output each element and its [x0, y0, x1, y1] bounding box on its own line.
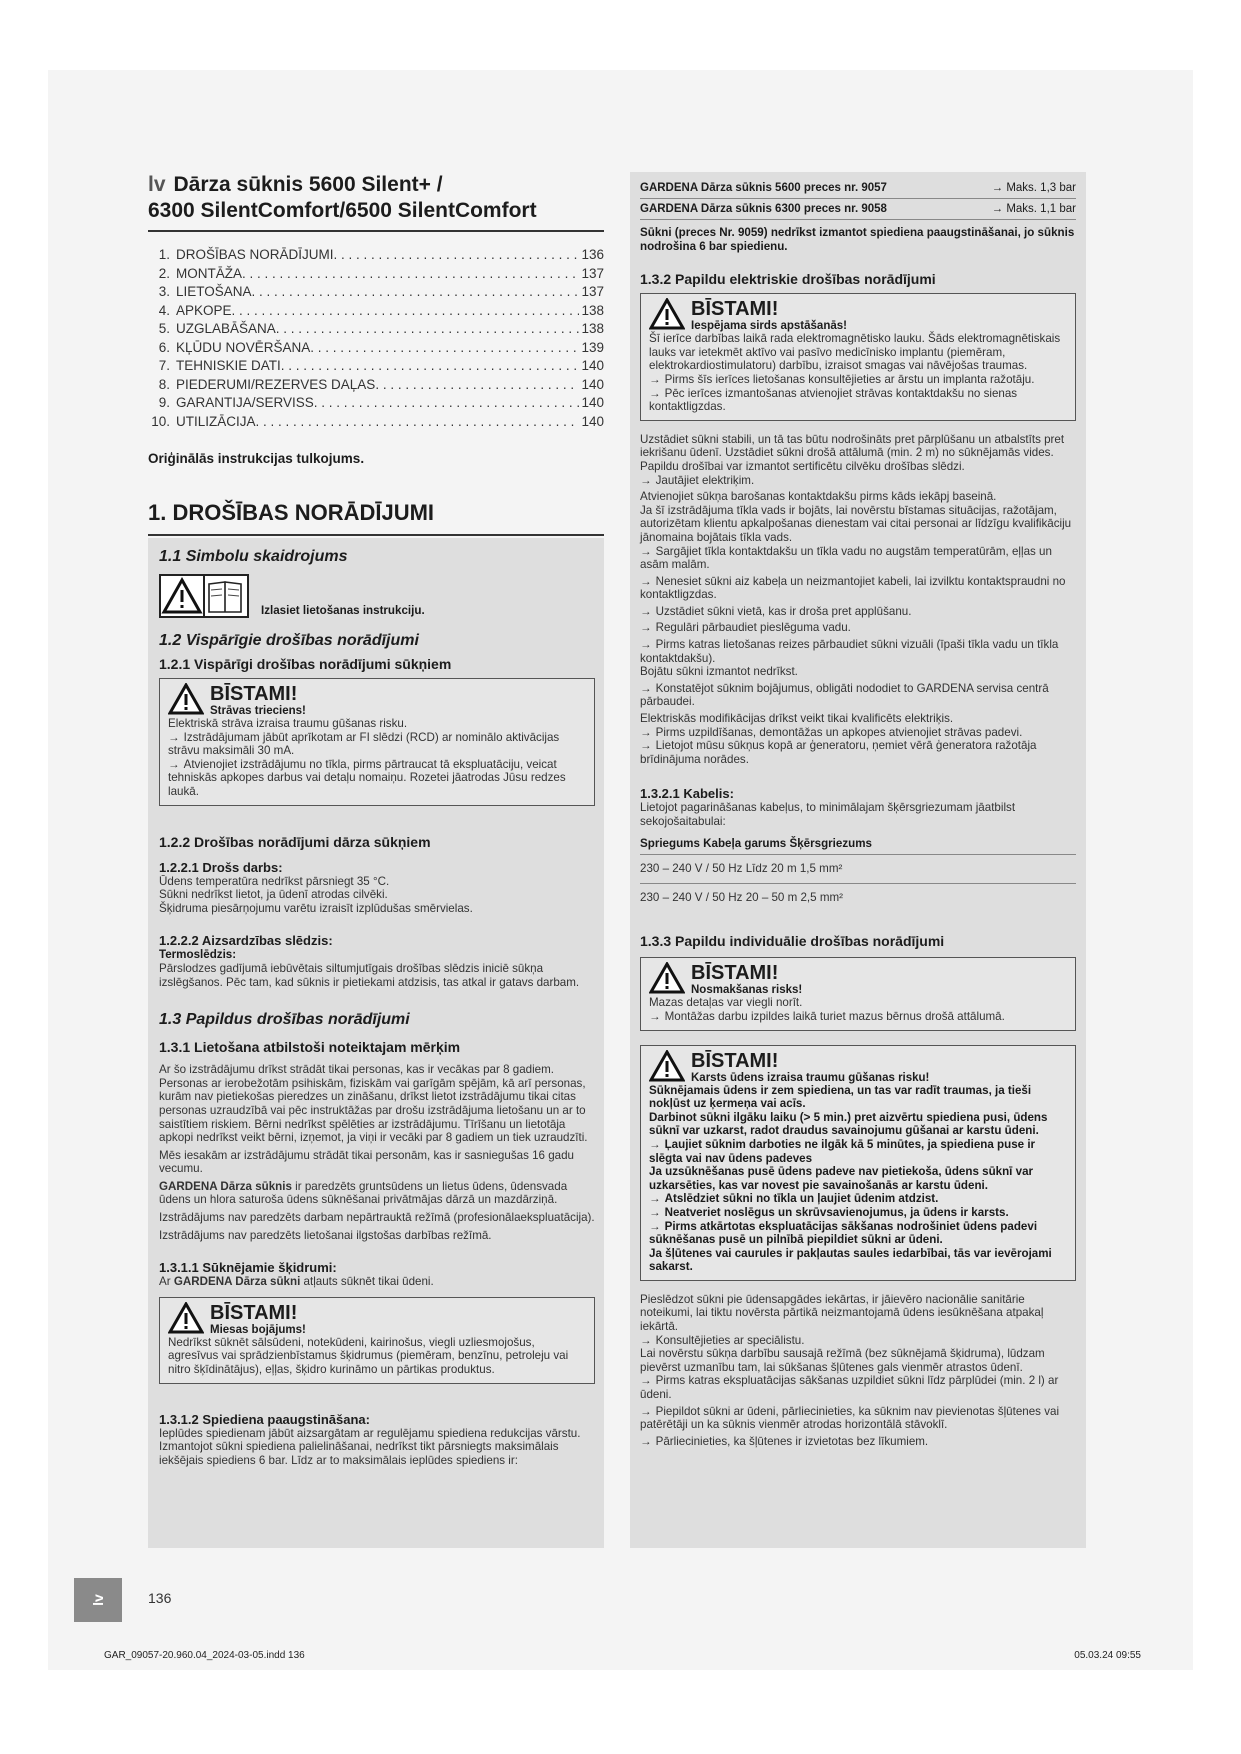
subsection-heading: 1.2.2 Drošības norādījumi dārza sūkņiem — [159, 833, 431, 850]
danger-title: BĪSTAMI! — [210, 1301, 298, 1324]
warning-icon — [168, 1302, 204, 1334]
language-side-tab: lv — [74, 1578, 122, 1622]
danger-title: BĪSTAMI! — [691, 1049, 779, 1072]
left-panel-content: 1.1 Simbolu skaidrojums Izlasiet lietošanas instrukciju. 1.2 Vispārīgie drošības norādījumi 1.2.1 Vispārīgi drošības norādījumi sūkņiem BĪSTAMI! Strāvas trieciens! Elektriskā strāva izraisa traumu gūšanas risku. → Izstrādājumam jābūt aprīkotam ar FI slēdzi (RCD) ar nominālo aktivācijas strāvu maksimāli 30 mA. → Atvienojiet izstrādājumu no tīkla, pirms pārtraucat tā ekspluatāciju, veicat tehniskās apkopes darbus vai detaļu nomaiņu. Rozetei jāatrodas Jūsu redzes laukā. 1.2.2 Drošības norādījumi dārza sūkņiem 1.2.2.1 Drošs darbs: Ūdens temperatūra nedrīkst pārsniegt 35 °C. Sūkni nedrīkst lietot, ja ūdenī atrodas cilvēki. Šķidruma piesārņojumu varētu izraisīt izplūdušas smērvielas. 1.2.2.2 Aizsardzības slēdzis: Termoslēdzis: Pārslodzes gadījumā iebūvētais siltumjutīgais drošības slēdzis iniciē sūkņa izslēgšanos. Pēc tam, kad sūknis ir pietiekami atdzisis, tas atkal ir gatavs darbam. 1.3 Papildus drošības norādījumi 1.3.1 Lietošana atbilstoši noteiktajam mērķim Ar šo izstrādājumu drīkst strādāt tikai personas, kas ir vecākas par 8 gadiem. Personas ar ierobežotām psihiskām, fiziskām vai garīgām spējām, kā arī personas, kurām nav pietiekošas pieredzes un zināšanu, drīkst lietot izstrādājumu tikai citas personas uzraudzībā vai pēc instruktāžas par drošu izstrādājuma lietošanu un ar to saistītiem riskiem. Bērni nedrīkst spēlēties ar izstrādājumu. Tīrīšanu un lietotāja apkopi nedrīkst veikt bērni, izņemot, ja viņi ir vecāki par 8 gadiem un tiek uzraudzīti. Mēs iesakām ar izstrādājumu strādāt tikai personām, kas ir sasniegušas 16 gadu vecumu. GARDENA Dārza sūknis ir paredzēts gruntsūdens un lietus ūdens, ūdensvada ūdens un hlora saturoša ūdens sūknēšanai privātmājas dārzā un mazdārziņā. Izstrādājums nav paredzēts darbam nepārtrauktā režīmā (profesionālaekspluatācija). Izstrādājums nav paredzēts lietošanai ilgstošas darbības režīmā. 1.3.1.1 Sūknējamie šķidrumi: Ar GARDENA Dārza sūkni atļauts sūknēt tikai ūdeni. BĪSTAMI! Miesas bojājums! Nedrīkst sūknēt sālsūdeni, notekūdeni, kairinošus, viegli uzliesmojošus, agresīvus vai sprādzienbīstamus šķidrumus (piemēram, benzīnu, petroleju vai nitro šķīdinātājus), eļļas, šķidro kurināmo un pārtikas produktus. 1.3.1.2 Spiediena paaugstināšana: Ieplūdes spiedienam jābūt aizsargātam ar regulējamu spiediena redukcijas vārstu. Izmantojot sūkni spiediena palielināšanai, nedrīkst tikt pārsniegts maksimālais iekšējais spiediens 6 bar. Līdz ar to maksimālais ieplūdes spiediens ir: — [159, 548, 595, 1467]
toc-item[interactable]: 2. MONTĀŽA . . . 137 — [148, 265, 604, 284]
toc-item[interactable]: 1. DROŠĪBAS NORĀDĪJUMI . . . 136 — [148, 246, 604, 265]
cable-table-row: 230 – 240 V / 50 Hz 20 – 50 m 2,5 mm² — [640, 890, 843, 904]
danger-subtitle: Miesas bojājums! — [210, 1323, 306, 1336]
original-note: Oriģinālās instrukcijas tulkojums. — [148, 451, 365, 466]
warning-icon — [649, 962, 685, 994]
subsection-heading: 1.3.1.1 Sūknējamie šķidrumi: — [159, 1260, 337, 1276]
spec-row: GARDENA Dārza sūknis 6300 preces nr. 9058 → Maks. 1,1 bar — [640, 199, 1076, 220]
subsection-heading: 1.2 Vispārīgie drošības norādījumi — [159, 632, 419, 649]
subsection-heading: 1.3 Papildus drošības norādījumi — [159, 1011, 410, 1029]
spec-row: GARDENA Dārza sūknis 5600 preces nr. 9057 → Maks. 1,3 bar — [640, 178, 1076, 199]
cable-table-header: Spriegums Kabeļa garums Šķērsgriezums — [640, 837, 1076, 856]
subsection-heading: 1.3.2.1 Kabelis: — [640, 786, 734, 802]
subsection-heading: 1.3.2 Papildu elektriskie drošības norādījumi — [640, 271, 936, 288]
danger-box: BĪSTAMI! Iespējama sirds apstāšanās! Šī ierīce darbības laikā rada elektromagnētisko lauku. Šāds elektromagnētiskais lauks var ietekmēt aktīvo vai pasīvo medicīnisko implantu (piemēram, elektrokardiostimulatoru) darbību, izraisot smagas vai nāvējošas traumas. → Pirms šīs ierīces lietošanas konsultējieties ar ārstu un implanta ražotāju. → Pēc ierīces izmantošanas atvienojiet strāvas kontaktdakšu no sienas kontaktligzdas. — [640, 293, 1076, 421]
toc-item[interactable]: 6. KĻŪDU NOVĒRŠANA . . . 139 — [148, 339, 604, 358]
toc-item[interactable]: 8. PIEDERUMI/REZERVES DAĻAS . . . 140 — [148, 376, 604, 395]
read-manual-icon — [159, 574, 249, 618]
warning-icon — [649, 298, 685, 330]
subsection-heading: 1.3.3 Papildu individuālie drošības norādījumi — [640, 933, 945, 950]
toc-item[interactable]: 9. GARANTIJA/SERVISS . . . 140 — [148, 394, 604, 413]
date-info: 05.03.24 09:55 — [1074, 1650, 1141, 1661]
page-number: 136 — [148, 1590, 172, 1606]
danger-box: BĪSTAMI! Karsts ūdens izraisa traumu gūšanas risku! Sūknējamais ūdens ir zem spiediena, un tas var radīt traumas, ja tieši nokļūst uz ķermeņa vai acīs. Darbinot sūkni ilgāku laiku (> 5 min.) pret aizvērtu spiediena pusi, ūdens sūknī var uzkarst, radot draudus savainojumu gūšanai ar karstu ūdeni. → Ļaujiet sūknim darboties ne ilgāk kā 5 minūtes, ja spiediena puse ir slēgta vai nav ūdens padeves Ja uzsūknēšanas pusē ūdens padeve nav pietiekoša, ūdens sūknī var uzkarsēties, kas var novest pie savainošanās ar karstu ūdeni. → Atslēdziet sūkni no tīkla un ļaujiet ūdenim atdzist. → Neatveriet noslēgus un skrūvsavienojumus, ja ūdens ir karsts. → Pirms atkārtotas ekspluatācijas sākšanas nodrošiniet ūdens padevi sūknēšanas pusē un pilnībā piepildiet sūkni ar ūdeni. Ja šļūtenes vai caurules ir pakļautas saules iedarbībai, tās var ievērojami sakarst. — [640, 1045, 1076, 1281]
danger-box: BĪSTAMI! Strāvas trieciens! Elektriskā strāva izraisa traumu gūšanas risku. → Izstrādājumam jābūt aprīkotam ar FI slēdzi (RCD) ar nominālo aktivācijas strāvu maksimāli 30 mA. → Atvienojiet izstrādājumu no tīkla, pirms pārtraucat tā ekspluatāciju, veicat tehniskās apkopes darbus vai detaļu nomaiņu. Rozetei jāatrodas Jūsu redzes laukā. — [159, 678, 595, 806]
danger-subtitle: Iespējama sirds apstāšanās! — [691, 320, 847, 333]
subsection-heading: 1.2.2.2 Aizsardzības slēdzis: — [159, 933, 333, 949]
warning-icon — [649, 1050, 685, 1082]
danger-subtitle: Nosmakšanas risks! — [691, 984, 803, 997]
danger-subtitle: Karsts ūdens izraisa traumu gūšanas risku! — [691, 1071, 930, 1084]
danger-title: BĪSTAMI! — [210, 683, 298, 705]
toc-item[interactable]: 4. APKOPE . . . 138 — [148, 302, 604, 321]
language-code: lv — [148, 173, 166, 196]
danger-title: BĪSTAMI! — [691, 962, 779, 985]
danger-box: BĪSTAMI! Nosmakšanas risks! Mazas detaļas var viegli norīt. → Montāžas darbu izpildes laikā turiet mazus bērnus drošā attālumā. — [640, 957, 1076, 1030]
page-title: lv Dārza sūknis 5600 Silent+ / 6300 SilentComfort/6500 SilentComfort — [148, 173, 537, 222]
section-heading: 1. DROŠĪBAS NORĀDĪJUMI — [148, 500, 435, 525]
toc-item[interactable]: 7. TEHNISKIE DATI . . . 140 — [148, 357, 604, 376]
danger-title: BĪSTAMI! — [691, 298, 779, 321]
file-info: GAR_09057-20.960.04_2024-03-05.indd 136 — [104, 1650, 305, 1661]
symbol-caption: Izlasiet lietošanas instrukciju. — [261, 604, 425, 618]
subsection-heading: 1.3.1 Lietošana atbilstoši noteiktajam mērķim — [159, 1039, 461, 1056]
cable-table-row: 230 – 240 V / 50 Hz Līdz 20 m 1,5 mm² — [640, 855, 1076, 884]
table-of-contents — [148, 246, 604, 431]
danger-subtitle: Strāvas trieciens! — [210, 705, 306, 717]
subsection-heading: 1.2.1 Vispārīgi drošības norādījumi sūkņiem — [159, 656, 452, 672]
toc-item[interactable]: 5. UZGLABĀŠANA . . . 138 — [148, 320, 604, 339]
right-panel-content: GARDENA Dārza sūknis 5600 preces nr. 9057 → Maks. 1,3 bar GARDENA Dārza sūknis 6300 preces nr. 9058 → Maks. 1,1 bar Sūkni (preces Nr. 9059) nedrīkst izmantot spiediena paaugstināšanai, jo sūknis nodrošina 6 bar spiedienu. 1.3.2 Papildu elektriskie drošības norādījumi BĪSTAMI! Iespējama sirds apstāšanās! Šī ierīce darbības laikā rada elektromagnētisko lauku. Šāds elektromagnētiskais lauks var ietekmēt aktīvo vai pasīvo medicīnisko implantu (piemēram, elektrokardiostimulatoru) darbību, izraisot smagas vai nāvējošas traumas. → Pirms šīs ierīces lietošanas konsultējieties ar ārstu un implanta ražotāju. → Pēc ierīces izmantošanas atvienojiet strāvas kontaktdakšu no sienas kontaktligzdas. Uzstādiet sūkni stabili, un tā tas būtu nodrošināts pret pārplūšanu un atbalstīts pret iekrišanu ūdenī. Uzstādiet sūkni drošā attālumā (min. 2 m) no sūknējamās vides. Papildu drošībai var izmantot sertificētu cilvēku drošības slēdzi. → Jautājiet elektriķim. Atvienojiet sūkņa barošanas kontaktdakšu pirms kāds iekāpj baseinā. Ja šī izstrādājuma tīkla vads ir bojāts, lai novērstu bīstamas situācijas, ražotājam, autorizētam klientu apkalpošanas dienestam vai citai personai ar līdzīgu kvalifikāciju jānomaina bojātais tīkla vads. → Sargājiet tīkla kontaktdakšu un tīkla vadu no augstām temperatūrām, eļļas un asām malām. → Nenesiet sūkni aiz kabeļa un neizmantojiet kabeli, lai izvilktu kontaktspraudni no kontaktligzdas. → Uzstādiet sūkni vietā, kas ir droša pret applūšanu. → Regulāri pārbaudiet pieslēguma vadu. → Pirms katras lietošanas reizes pārbaudiet sūkni vizuāli (īpaši tīkla vadu un tīkla kontaktdakšu). Bojātu sūkni izmantot nedrīkst. → Konstatējot sūknim bojājumus, obligāti nododiet to GARDENA servisa centrā pārbaudei. Elektriskās modifikācijas drīkst veikt tikai kvalificēts elektriķis. → Pirms uzpildīšanas, demontāžas un apkopes atvienojiet strāvas padevi. → Lietojot mūsu sūkņus kopā ar ģeneratoru, ņemiet vērā ģeneratora ražotāja brīdinājuma norādes. 1.3.2.1 Kabelis: Lietojot pagarināšanas kabeļus, to minimālajam šķērsgriezumam jāatbilst sekojošaitabulai: Spriegums Kabeļa garums Šķērsgriezums 230 – 240 V / 50 Hz Līdz 20 m 1,5 mm² 230 – 240 V / 50 Hz 20 – 50 m 2,5 mm² 1.3.3 Papildu individuālie drošības norādījumi BĪSTAMI! Nosmakšanas risks! Mazas detaļas var viegli norīt. → Montāžas darbu izpildes laikā turiet mazus bērnus drošā attālumā. BĪSTAMI! Karsts ūdens izraisa traumu gūšanas risku! Sūknējamais ūdens ir zem spiediena, un tas var radīt traumas, ja tieši nokļūst uz ķermeņa vai acīs. Darbinot sūkni ilgāku laiku (> 5 min.) pret aizvērtu spiediena pusi, ūdens sūknī var uzkarst, radot draudus savainojumu gūšanai ar karstu ūdeni. → Ļaujiet sūknim darboties ne ilgāk kā 5 minūtes, ja spiediena puse ir slēgta vai nav ūdens padeves Ja uzsūknēšanas pusē ūdens padeve nav pietiekoša, ūdens sūknī var uzkarsēties, kas var novest pie savainošanās ar karstu ūdeni. → Atslēdziet sūkni no tīkla un ļaujiet ūdenim atdzist. → Neatveriet noslēgus un skrūvsavienojumus, ja ūdens ir karsts. → Pirms atkārtotas ekspluatācijas sākšanas nodrošiniet ūdens padevi sūknēšanas pusē un pilnībā piepildiet sūkni ar ūdeni. Ja šļūtenes vai caurules ir pakļautas saules iedarbībai, tās var ievērojami sakarst. Pieslēdzot sūkni pie ūdensapgādes iekārtas, ir jāievēro nacionālie sanitārie noteikumi, lai tiktu novērsta pārtikā neizmantojamā ūdens iesūknēšana atpakaļ iekārtā. → Konsultējieties ar speciālistu. Lai novērstu sūkņa darbību sausajā režīmā (bez sūknējamā šķidruma), lūdzam pievērst uzmanību tam, lai sūkšanas šļūtenes gals vienmēr atrastos ūdenī. → Pirms katras ekspluatācijas sākšanas uzpildiet sūkni līdz pārplūdei (min. 2 l) ar ūdeni. → Piepildot sūkni ar ūdeni, pārliecinieties, ka sūknim nav pievienotas šļūtenes vai patērētāji un ka sūknis vienmēr atrodas horizontālā stāvoklī. → Pārliecinieties, ka šļūtenes ir izvietotas bez līkumiem. — [640, 178, 1076, 1448]
toc-item[interactable]: 10. UTILIZĀCIJA . . . 140 — [148, 413, 604, 432]
section-rule — [148, 534, 604, 536]
left-column — [148, 172, 604, 536]
symbol-row — [159, 574, 595, 618]
subsection-heading: 1.3.1.2 Spiediena paaugstināšana: — [159, 1411, 370, 1427]
toc-item[interactable]: 3. LIETOŠANA . . . 137 — [148, 283, 604, 302]
title-rule — [148, 230, 604, 232]
warning-icon — [168, 683, 204, 715]
subsection-heading: 1.2.2.1 Drošs darbs: — [159, 859, 283, 875]
subsection-heading: 1.1 Simbolu skaidrojums — [159, 548, 348, 565]
danger-box: BĪSTAMI! Miesas bojājums! Nedrīkst sūknēt sālsūdeni, notekūdeni, kairinošus, viegli uzliesmojošus, agresīvus vai sprādzienbīstamus šķidrumus (piemēram, benzīnu, petroleju vai nitro šķīdinātājus), eļļas, šķidro kurināmo un pārtikas produktus. — [159, 1297, 595, 1384]
